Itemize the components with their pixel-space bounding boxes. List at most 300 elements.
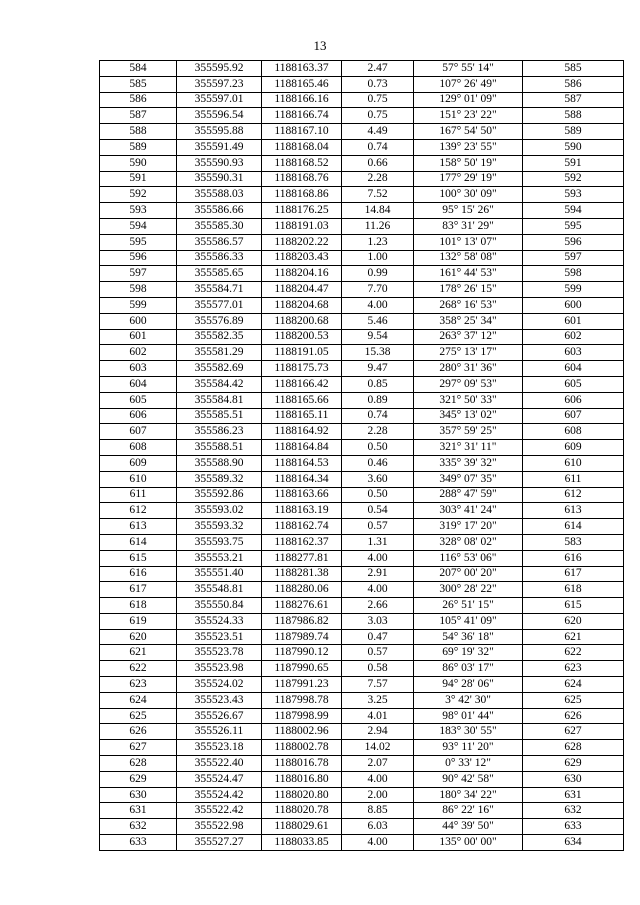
x-coordinate-cell: 355522.42 [177, 803, 262, 819]
y-coordinate-cell: 1188020.80 [262, 787, 342, 803]
table-row [100, 629, 624, 645]
next-point-cell: 609 [523, 440, 624, 456]
table-row [100, 187, 624, 203]
table-row [100, 297, 624, 313]
point-number-cell: 621 [100, 645, 177, 661]
point-number-cell: 624 [100, 692, 177, 708]
next-point-cell: 583 [523, 534, 624, 550]
point-number-cell: 618 [100, 598, 177, 614]
y-coordinate-cell: 1187998.78 [262, 692, 342, 708]
distance-cell: 0.66 [342, 155, 414, 171]
table-row [100, 566, 624, 582]
distance-cell: 14.02 [342, 740, 414, 756]
distance-cell: 0.57 [342, 645, 414, 661]
x-coordinate-cell: 355582.35 [177, 329, 262, 345]
bearing-cell: 161° 44' 53" [414, 266, 523, 282]
y-coordinate-cell: 1188281.38 [262, 566, 342, 582]
next-point-cell: 615 [523, 598, 624, 614]
next-point-cell: 591 [523, 155, 624, 171]
next-point-cell: 629 [523, 756, 624, 772]
x-coordinate-cell: 355593.02 [177, 503, 262, 519]
bearing-cell: 321° 50' 33" [414, 392, 523, 408]
x-coordinate-cell: 355592.86 [177, 487, 262, 503]
next-point-cell: 633 [523, 819, 624, 835]
next-point-cell: 588 [523, 108, 624, 124]
point-number-cell: 590 [100, 155, 177, 171]
bearing-cell: 107° 26' 49" [414, 76, 523, 92]
x-coordinate-cell: 355523.43 [177, 692, 262, 708]
bearing-cell: 86° 03' 17" [414, 661, 523, 677]
bearing-cell: 129° 01' 09" [414, 92, 523, 108]
distance-cell: 0.47 [342, 629, 414, 645]
bearing-cell: 139° 23' 55" [414, 139, 523, 155]
bearing-cell: 180° 34' 22" [414, 787, 523, 803]
y-coordinate-cell: 1188165.46 [262, 76, 342, 92]
bearing-cell: 151° 23' 22" [414, 108, 523, 124]
y-coordinate-cell: 1187990.12 [262, 645, 342, 661]
x-coordinate-cell: 355586.23 [177, 424, 262, 440]
point-number-cell: 599 [100, 297, 177, 313]
bearing-cell: 207° 00' 20" [414, 566, 523, 582]
y-coordinate-cell: 1188203.43 [262, 250, 342, 266]
y-coordinate-cell: 1188162.37 [262, 534, 342, 550]
distance-cell: 4.00 [342, 550, 414, 566]
y-coordinate-cell: 1188168.52 [262, 155, 342, 171]
point-number-cell: 614 [100, 534, 177, 550]
table-row [100, 392, 624, 408]
next-point-cell: 626 [523, 708, 624, 724]
distance-cell: 2.94 [342, 724, 414, 740]
point-number-cell: 598 [100, 282, 177, 298]
table-row [100, 250, 624, 266]
bearing-cell: 300° 28' 22" [414, 582, 523, 598]
distance-cell: 11.26 [342, 218, 414, 234]
table-row [100, 171, 624, 187]
x-coordinate-cell: 355553.21 [177, 550, 262, 566]
bearing-cell: 26° 51' 15" [414, 598, 523, 614]
next-point-cell: 631 [523, 787, 624, 803]
point-number-cell: 627 [100, 740, 177, 756]
point-number-cell: 604 [100, 376, 177, 392]
table-row [100, 692, 624, 708]
y-coordinate-cell: 1188168.76 [262, 171, 342, 187]
x-coordinate-cell: 355590.31 [177, 171, 262, 187]
table-row [100, 724, 624, 740]
point-number-cell: 608 [100, 440, 177, 456]
x-coordinate-cell: 355524.42 [177, 787, 262, 803]
bearing-cell: 357° 59' 25" [414, 424, 523, 440]
table-row [100, 266, 624, 282]
y-coordinate-cell: 1188164.92 [262, 424, 342, 440]
bearing-cell: 94° 28' 06" [414, 677, 523, 693]
bearing-cell: 90° 42' 58" [414, 771, 523, 787]
distance-cell: 0.89 [342, 392, 414, 408]
x-coordinate-cell: 355523.78 [177, 645, 262, 661]
next-point-cell: 625 [523, 692, 624, 708]
next-point-cell: 590 [523, 139, 624, 155]
coordinates-table [99, 60, 624, 851]
distance-cell: 2.66 [342, 598, 414, 614]
point-number-cell: 601 [100, 329, 177, 345]
point-number-cell: 611 [100, 487, 177, 503]
distance-cell: 0.75 [342, 108, 414, 124]
point-number-cell: 602 [100, 345, 177, 361]
bearing-cell: 183° 30' 55" [414, 724, 523, 740]
table-row [100, 740, 624, 756]
point-number-cell: 610 [100, 471, 177, 487]
table-row [100, 203, 624, 219]
distance-cell: 0.74 [342, 139, 414, 155]
bearing-cell: 3° 42' 30" [414, 692, 523, 708]
distance-cell: 1.31 [342, 534, 414, 550]
y-coordinate-cell: 1188016.80 [262, 771, 342, 787]
point-number-cell: 586 [100, 92, 177, 108]
next-point-cell: 612 [523, 487, 624, 503]
y-coordinate-cell: 1188166.42 [262, 376, 342, 392]
distance-cell: 7.52 [342, 187, 414, 203]
point-number-cell: 616 [100, 566, 177, 582]
point-number-cell: 585 [100, 76, 177, 92]
bearing-cell: 263° 37' 12" [414, 329, 523, 345]
distance-cell: 8.85 [342, 803, 414, 819]
distance-cell: 0.58 [342, 661, 414, 677]
bearing-cell: 297° 09' 53" [414, 376, 523, 392]
distance-cell: 15.38 [342, 345, 414, 361]
next-point-cell: 621 [523, 629, 624, 645]
bearing-cell: 105° 41' 09" [414, 613, 523, 629]
y-coordinate-cell: 1188020.78 [262, 803, 342, 819]
table-row [100, 708, 624, 724]
bearing-cell: 158° 50' 19" [414, 155, 523, 171]
next-point-cell: 620 [523, 613, 624, 629]
distance-cell: 0.75 [342, 92, 414, 108]
y-coordinate-cell: 1188016.78 [262, 756, 342, 772]
distance-cell: 6.03 [342, 819, 414, 835]
distance-cell: 0.50 [342, 487, 414, 503]
bearing-cell: 135° 00' 00" [414, 835, 523, 851]
next-point-cell: 600 [523, 297, 624, 313]
y-coordinate-cell: 1188204.68 [262, 297, 342, 313]
y-coordinate-cell: 1188002.96 [262, 724, 342, 740]
table-row [100, 803, 624, 819]
next-point-cell: 604 [523, 361, 624, 377]
bearing-cell: 167° 54' 50" [414, 124, 523, 140]
x-coordinate-cell: 355524.33 [177, 613, 262, 629]
bearing-cell: 83° 31' 29" [414, 218, 523, 234]
y-coordinate-cell: 1188166.16 [262, 92, 342, 108]
y-coordinate-cell: 1188280.06 [262, 582, 342, 598]
next-point-cell: 628 [523, 740, 624, 756]
table-row [100, 424, 624, 440]
bearing-cell: 0° 33' 12" [414, 756, 523, 772]
next-point-cell: 624 [523, 677, 624, 693]
x-coordinate-cell: 355595.88 [177, 124, 262, 140]
next-point-cell: 623 [523, 661, 624, 677]
table-row [100, 155, 624, 171]
next-point-cell: 613 [523, 503, 624, 519]
y-coordinate-cell: 1188165.66 [262, 392, 342, 408]
x-coordinate-cell: 355584.42 [177, 376, 262, 392]
x-coordinate-cell: 355582.69 [177, 361, 262, 377]
y-coordinate-cell: 1188277.81 [262, 550, 342, 566]
x-coordinate-cell: 355551.40 [177, 566, 262, 582]
x-coordinate-cell: 355548.81 [177, 582, 262, 598]
x-coordinate-cell: 355522.98 [177, 819, 262, 835]
table-row [100, 582, 624, 598]
y-coordinate-cell: 1187990.65 [262, 661, 342, 677]
x-coordinate-cell: 355588.03 [177, 187, 262, 203]
bearing-cell: 93° 11' 20" [414, 740, 523, 756]
next-point-cell: 608 [523, 424, 624, 440]
x-coordinate-cell: 355523.98 [177, 661, 262, 677]
distance-cell: 0.57 [342, 519, 414, 535]
y-coordinate-cell: 1188163.37 [262, 61, 342, 77]
bearing-cell: 44° 39' 50" [414, 819, 523, 835]
y-coordinate-cell: 1188164.53 [262, 455, 342, 471]
x-coordinate-cell: 355522.40 [177, 756, 262, 772]
y-coordinate-cell: 1188002.78 [262, 740, 342, 756]
distance-cell: 1.23 [342, 234, 414, 250]
point-number-cell: 620 [100, 629, 177, 645]
y-coordinate-cell: 1188191.05 [262, 345, 342, 361]
bearing-cell: 69° 19' 32" [414, 645, 523, 661]
distance-cell: 4.00 [342, 835, 414, 851]
distance-cell: 4.00 [342, 582, 414, 598]
x-coordinate-cell: 355585.51 [177, 408, 262, 424]
x-coordinate-cell: 355586.66 [177, 203, 262, 219]
bearing-cell: 275° 13' 17" [414, 345, 523, 361]
y-coordinate-cell: 1187989.74 [262, 629, 342, 645]
y-coordinate-cell: 1188276.61 [262, 598, 342, 614]
x-coordinate-cell: 355588.51 [177, 440, 262, 456]
distance-cell: 7.70 [342, 282, 414, 298]
point-number-cell: 589 [100, 139, 177, 155]
point-number-cell: 607 [100, 424, 177, 440]
distance-cell: 5.46 [342, 313, 414, 329]
y-coordinate-cell: 1188164.84 [262, 440, 342, 456]
next-point-cell: 617 [523, 566, 624, 582]
point-number-cell: 613 [100, 519, 177, 535]
distance-cell: 0.50 [342, 440, 414, 456]
bearing-cell: 268° 16' 53" [414, 297, 523, 313]
table-row [100, 503, 624, 519]
x-coordinate-cell: 355595.92 [177, 61, 262, 77]
y-coordinate-cell: 1187998.99 [262, 708, 342, 724]
table-row [100, 61, 624, 77]
table-row [100, 487, 624, 503]
x-coordinate-cell: 355523.18 [177, 740, 262, 756]
y-coordinate-cell: 1188200.53 [262, 329, 342, 345]
x-coordinate-cell: 355576.89 [177, 313, 262, 329]
bearing-cell: 57° 55' 14" [414, 61, 523, 77]
table-row [100, 771, 624, 787]
bearing-cell: 98° 01' 44" [414, 708, 523, 724]
next-point-cell: 606 [523, 392, 624, 408]
table-row [100, 376, 624, 392]
table-row [100, 519, 624, 535]
table-row [100, 76, 624, 92]
bearing-cell: 358° 25' 34" [414, 313, 523, 329]
bearing-cell: 303° 41' 24" [414, 503, 523, 519]
point-number-cell: 593 [100, 203, 177, 219]
point-number-cell: 625 [100, 708, 177, 724]
y-coordinate-cell: 1188033.85 [262, 835, 342, 851]
distance-cell: 4.00 [342, 297, 414, 313]
next-point-cell: 599 [523, 282, 624, 298]
x-coordinate-cell: 355588.90 [177, 455, 262, 471]
distance-cell: 3.25 [342, 692, 414, 708]
x-coordinate-cell: 355596.54 [177, 108, 262, 124]
next-point-cell: 589 [523, 124, 624, 140]
table-row [100, 313, 624, 329]
next-point-cell: 595 [523, 218, 624, 234]
bearing-cell: 345° 13' 02" [414, 408, 523, 424]
point-number-cell: 606 [100, 408, 177, 424]
distance-cell: 2.00 [342, 787, 414, 803]
y-coordinate-cell: 1188164.34 [262, 471, 342, 487]
point-number-cell: 630 [100, 787, 177, 803]
distance-cell: 2.47 [342, 61, 414, 77]
bearing-cell: 178° 26' 15" [414, 282, 523, 298]
table-row [100, 282, 624, 298]
y-coordinate-cell: 1188166.74 [262, 108, 342, 124]
x-coordinate-cell: 355584.81 [177, 392, 262, 408]
x-coordinate-cell: 355591.49 [177, 139, 262, 155]
table-row [100, 787, 624, 803]
table-row [100, 835, 624, 851]
next-point-cell: 586 [523, 76, 624, 92]
next-point-cell: 585 [523, 61, 624, 77]
x-coordinate-cell: 355527.27 [177, 835, 262, 851]
bearing-cell: 280° 31' 36" [414, 361, 523, 377]
y-coordinate-cell: 1188168.86 [262, 187, 342, 203]
next-point-cell: 592 [523, 171, 624, 187]
point-number-cell: 623 [100, 677, 177, 693]
point-number-cell: 591 [100, 171, 177, 187]
y-coordinate-cell: 1187991.23 [262, 677, 342, 693]
table-row [100, 661, 624, 677]
distance-cell: 9.47 [342, 361, 414, 377]
x-coordinate-cell: 355589.32 [177, 471, 262, 487]
point-number-cell: 632 [100, 819, 177, 835]
point-number-cell: 633 [100, 835, 177, 851]
table-row [100, 613, 624, 629]
distance-cell: 2.91 [342, 566, 414, 582]
x-coordinate-cell: 355526.11 [177, 724, 262, 740]
next-point-cell: 627 [523, 724, 624, 740]
y-coordinate-cell: 1188204.16 [262, 266, 342, 282]
distance-cell: 1.00 [342, 250, 414, 266]
next-point-cell: 616 [523, 550, 624, 566]
next-point-cell: 605 [523, 376, 624, 392]
x-coordinate-cell: 355597.01 [177, 92, 262, 108]
point-number-cell: 628 [100, 756, 177, 772]
point-number-cell: 588 [100, 124, 177, 140]
table-row [100, 440, 624, 456]
distance-cell: 3.03 [342, 613, 414, 629]
bearing-cell: 177° 29' 19" [414, 171, 523, 187]
bearing-cell: 335° 39' 32" [414, 455, 523, 471]
point-number-cell: 597 [100, 266, 177, 282]
table-row [100, 92, 624, 108]
coordinates-table-body [100, 61, 624, 851]
next-point-cell: 587 [523, 92, 624, 108]
x-coordinate-cell: 355524.47 [177, 771, 262, 787]
table-row [100, 550, 624, 566]
table-row [100, 124, 624, 140]
y-coordinate-cell: 1188162.74 [262, 519, 342, 535]
point-number-cell: 596 [100, 250, 177, 266]
next-point-cell: 634 [523, 835, 624, 851]
y-coordinate-cell: 1188168.04 [262, 139, 342, 155]
distance-cell: 3.60 [342, 471, 414, 487]
x-coordinate-cell: 355585.30 [177, 218, 262, 234]
bearing-cell: 116° 53' 06" [414, 550, 523, 566]
point-number-cell: 605 [100, 392, 177, 408]
point-number-cell: 587 [100, 108, 177, 124]
next-point-cell: 611 [523, 471, 624, 487]
bearing-cell: 321° 31' 11" [414, 440, 523, 456]
x-coordinate-cell: 355590.93 [177, 155, 262, 171]
x-coordinate-cell: 355581.29 [177, 345, 262, 361]
y-coordinate-cell: 1188029.61 [262, 819, 342, 835]
distance-cell: 0.46 [342, 455, 414, 471]
next-point-cell: 632 [523, 803, 624, 819]
table-row [100, 234, 624, 250]
distance-cell: 7.57 [342, 677, 414, 693]
point-number-cell: 594 [100, 218, 177, 234]
distance-cell: 0.99 [342, 266, 414, 282]
x-coordinate-cell: 355585.65 [177, 266, 262, 282]
distance-cell: 0.74 [342, 408, 414, 424]
x-coordinate-cell: 355586.33 [177, 250, 262, 266]
bearing-cell: 132° 58' 08" [414, 250, 523, 266]
table-row [100, 819, 624, 835]
point-number-cell: 603 [100, 361, 177, 377]
bearing-cell: 319° 17' 20" [414, 519, 523, 535]
next-point-cell: 594 [523, 203, 624, 219]
bearing-cell: 288° 47' 59" [414, 487, 523, 503]
y-coordinate-cell: 1188163.19 [262, 503, 342, 519]
point-number-cell: 615 [100, 550, 177, 566]
x-coordinate-cell: 355597.23 [177, 76, 262, 92]
table-row [100, 108, 624, 124]
next-point-cell: 601 [523, 313, 624, 329]
distance-cell: 0.85 [342, 376, 414, 392]
point-number-cell: 584 [100, 61, 177, 77]
next-point-cell: 598 [523, 266, 624, 282]
point-number-cell: 622 [100, 661, 177, 677]
next-point-cell: 610 [523, 455, 624, 471]
table-row [100, 218, 624, 234]
distance-cell: 4.01 [342, 708, 414, 724]
point-number-cell: 631 [100, 803, 177, 819]
y-coordinate-cell: 1188191.03 [262, 218, 342, 234]
point-number-cell: 629 [100, 771, 177, 787]
next-point-cell: 618 [523, 582, 624, 598]
next-point-cell: 614 [523, 519, 624, 535]
bearing-cell: 349° 07' 35" [414, 471, 523, 487]
distance-cell: 2.28 [342, 171, 414, 187]
distance-cell: 4.00 [342, 771, 414, 787]
next-point-cell: 603 [523, 345, 624, 361]
table-row [100, 471, 624, 487]
table-row [100, 361, 624, 377]
y-coordinate-cell: 1188202.22 [262, 234, 342, 250]
y-coordinate-cell: 1187986.82 [262, 613, 342, 629]
x-coordinate-cell: 355550.84 [177, 598, 262, 614]
x-coordinate-cell: 355593.75 [177, 534, 262, 550]
